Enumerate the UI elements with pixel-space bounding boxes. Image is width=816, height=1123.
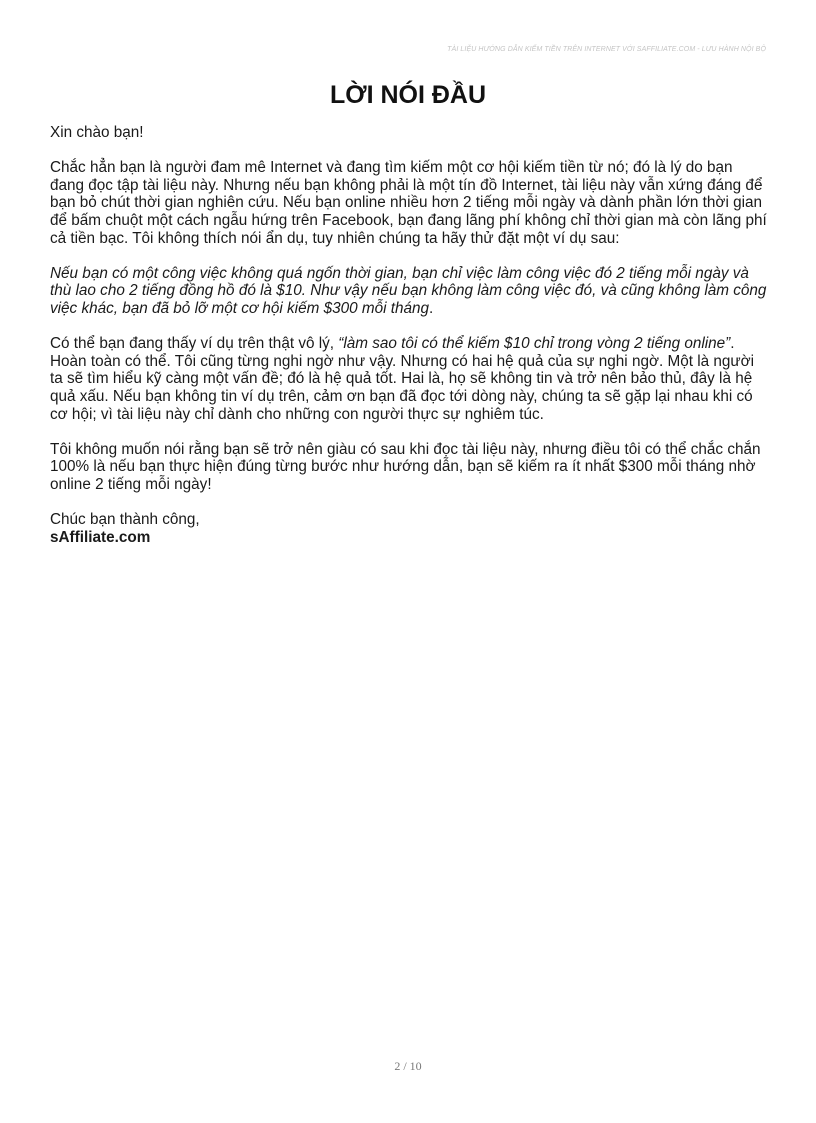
doubt-rest-text: . Hoàn toàn có thể. Tôi cũng từng nghi ngờ như vậy. Nhưng có hai hệ quả của sự nghi ngờ. Một là người ta sẽ tìm hiểu kỹ càng một vấn đề; đó là hệ quả tốt. Hai là, họ sẽ không tin và trở nên bảo thủ, đây là hệ quả xấu. Nếu bạn không tin ví dụ trên, cảm ơn bạn đã đọc tới dòng này, chúng ta sẽ gặp lại nhau khi có cơ hội; vì tài liệu này chỉ dành cho những con người thực sự nghiêm túc. xyxy=(50,335,755,423)
document-body xyxy=(50,124,770,564)
example-period: . xyxy=(429,299,434,317)
paragraph-doubt xyxy=(50,335,770,423)
greeting: Xin chào bạn! xyxy=(50,124,144,141)
paragraph-example xyxy=(50,265,770,318)
doubt-quote-text: “làm sao tôi có thể kiếm $10 chỉ trong vòng 2 tiếng online” xyxy=(338,335,731,353)
page-title: LỜI NÓI ĐẦU xyxy=(329,81,487,109)
closing-text: Chúc bạn thành công, xyxy=(50,511,200,529)
running-header: TÀI LIỆU HƯỚNG DẪN KIẾM TIỀN TRÊN INTERNET VỚI SAFFILIATE.COM - LƯU HÀNH NỘI BỘ xyxy=(447,46,766,53)
example-italic-text: Nếu bạn có một công việc không quá ngốn thời gian, bạn chỉ việc làm công việc đó 2 tiếng mỗi ngày và thù lao cho 2 tiếng đồng hồ đó là $10. Như vậy nếu bạn không làm công việc đó, và cũng không làm công việc khác, bạn đã bỏ lỡ một cơ hội kiếm $300 mỗi tháng xyxy=(50,264,767,317)
signoff xyxy=(50,511,770,546)
signature-brand: sAffiliate.com xyxy=(50,528,151,546)
page-number: 2 / 10 xyxy=(394,1059,422,1073)
doubt-lead-text: Có thể bạn đang thấy ví dụ trên thật vô lý, xyxy=(50,335,339,353)
paragraph-intro: Chắc hẳn bạn là người đam mê Internet và đang tìm kiếm một cơ hội kiếm tiền từ nó; đó là lý do bạn đang đọc tập tài liệu này. Nhưng nếu bạn không phải là một tín đồ Internet, tài liệu này vẫn xứng đáng để bạn bỏ chút thời gian nghiên cứu. Nếu bạn online nhiều hơn 2 tiếng mỗi ngày và dành phần lớn thời gian để bấm chuột một cách ngẫu hứng trên Facebook, bạn đang lãng phí không chỉ thời gian mà còn lãng phí cả tiền bạc. Tôi không thích nói ẩn dụ, tuy nhiên chúng ta hãy thử đặt một ví dụ sau: xyxy=(50,159,767,247)
paragraph-promise: Tôi không muốn nói rằng bạn sẽ trở nên giàu có sau khi đọc tài liệu này, nhưng điều tôi có thể chắc chắn 100% là nếu bạn thực hiện đúng từng bước như hướng dẫn, bạn sẽ kiếm ra ít nhất $300 mỗi tháng nhờ online 2 tiếng mỗi ngày! xyxy=(50,440,761,493)
